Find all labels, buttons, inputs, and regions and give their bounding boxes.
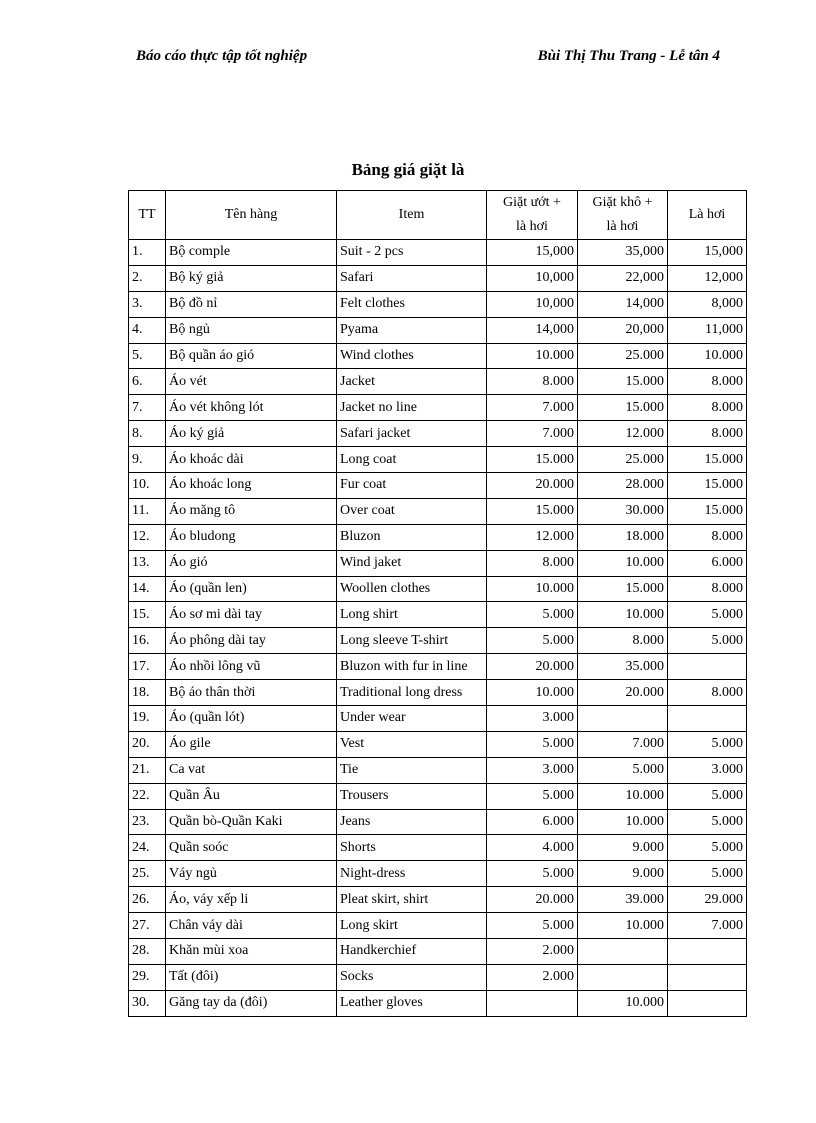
- cell-dry-price: 9.000: [578, 861, 668, 887]
- cell-item: Long sleeve T-shirt: [337, 628, 487, 654]
- cell-wet-price: 5.000: [487, 861, 578, 887]
- cell-name: Áo gile: [166, 731, 337, 757]
- cell-iron-price: [668, 654, 747, 680]
- cell-wet-price: 8.000: [487, 369, 578, 395]
- cell-name: Áo (quần lót): [166, 706, 337, 732]
- cell-wet-price: 15.000: [487, 447, 578, 473]
- cell-wet-price: 5.000: [487, 913, 578, 939]
- cell-item: Bluzon with fur in line: [337, 654, 487, 680]
- cell-iron-price: 15.000: [668, 447, 747, 473]
- cell-item: Vest: [337, 731, 487, 757]
- col-header-tt: TT: [129, 191, 166, 240]
- cell-iron-price: 8.000: [668, 680, 747, 706]
- cell-item: Bluzon: [337, 524, 487, 550]
- cell-dry-price: 25.000: [578, 343, 668, 369]
- cell-name: Ca vat: [166, 757, 337, 783]
- cell-tt: 11.: [129, 498, 166, 524]
- cell-name: Áo phông dài tay: [166, 628, 337, 654]
- table-row: [129, 447, 747, 473]
- cell-name: Áo, váy xếp li: [166, 887, 337, 913]
- cell-tt: 24.: [129, 835, 166, 861]
- cell-iron-price: [668, 939, 747, 965]
- price-table: [128, 190, 747, 1017]
- table-row: [129, 498, 747, 524]
- page-title: Bảng giá giặt là: [351, 160, 465, 179]
- cell-tt: 15.: [129, 602, 166, 628]
- cell-item: Trousers: [337, 783, 487, 809]
- cell-tt: 17.: [129, 654, 166, 680]
- cell-wet-price: 6.000: [487, 809, 578, 835]
- table-header-row: [129, 191, 747, 240]
- table-row: [129, 757, 747, 783]
- cell-wet-price: 5.000: [487, 602, 578, 628]
- table-row: [129, 317, 747, 343]
- cell-tt: 19.: [129, 706, 166, 732]
- cell-tt: 22.: [129, 783, 166, 809]
- col-header-name: Tên hàng: [166, 191, 337, 240]
- cell-iron-price: 5.000: [668, 809, 747, 835]
- cell-wet-price: 10.000: [487, 343, 578, 369]
- cell-item: Pyama: [337, 317, 487, 343]
- cell-wet-price: 12.000: [487, 524, 578, 550]
- cell-iron-price: 15,000: [668, 240, 747, 266]
- cell-wet-price: 2.000: [487, 964, 578, 990]
- cell-dry-price: 10.000: [578, 550, 668, 576]
- cell-dry-price: 10.000: [578, 809, 668, 835]
- cell-wet-price: 20.000: [487, 473, 578, 499]
- cell-tt: 20.: [129, 731, 166, 757]
- cell-wet-price: 2.000: [487, 939, 578, 965]
- cell-dry-price: 20.000: [578, 680, 668, 706]
- table-row: [129, 783, 747, 809]
- cell-wet-price: 7.000: [487, 421, 578, 447]
- cell-iron-price: [668, 990, 747, 1016]
- cell-name: Áo vét: [166, 369, 337, 395]
- cell-item: Safari: [337, 265, 487, 291]
- cell-dry-price: 15.000: [578, 576, 668, 602]
- cell-dry-price: 25.000: [578, 447, 668, 473]
- cell-iron-price: 8,000: [668, 291, 747, 317]
- table-row: [129, 706, 747, 732]
- table-row: [129, 524, 747, 550]
- cell-name: Áo măng tô: [166, 498, 337, 524]
- cell-item: Wind jaket: [337, 550, 487, 576]
- cell-item: Suit - 2 pcs: [337, 240, 487, 266]
- cell-dry-price: 18.000: [578, 524, 668, 550]
- cell-tt: 12.: [129, 524, 166, 550]
- cell-name: Quần Âu: [166, 783, 337, 809]
- cell-item: Jacket: [337, 369, 487, 395]
- cell-iron-price: 8.000: [668, 576, 747, 602]
- cell-name: Áo sơ mi dài tay: [166, 602, 337, 628]
- cell-name: Áo ký giả: [166, 421, 337, 447]
- cell-dry-price: 8.000: [578, 628, 668, 654]
- table-row: [129, 731, 747, 757]
- cell-tt: 2.: [129, 265, 166, 291]
- cell-name: Bộ ký giả: [166, 265, 337, 291]
- cell-wet-price: 15.000: [487, 498, 578, 524]
- table-row: [129, 576, 747, 602]
- cell-item: Socks: [337, 964, 487, 990]
- cell-item: Traditional long dress: [337, 680, 487, 706]
- cell-dry-price: 20,000: [578, 317, 668, 343]
- cell-wet-price: 8.000: [487, 550, 578, 576]
- cell-item: Safari jacket: [337, 421, 487, 447]
- cell-name: Khăn mùi xoa: [166, 939, 337, 965]
- cell-dry-price: 35.000: [578, 654, 668, 680]
- table-row: [129, 654, 747, 680]
- cell-dry-price: 10.000: [578, 913, 668, 939]
- cell-wet-price: 5.000: [487, 731, 578, 757]
- table-row: [129, 680, 747, 706]
- cell-iron-price: [668, 964, 747, 990]
- cell-tt: 14.: [129, 576, 166, 602]
- cell-item: Fur coat: [337, 473, 487, 499]
- cell-dry-price: 5.000: [578, 757, 668, 783]
- cell-iron-price: 6.000: [668, 550, 747, 576]
- cell-name: Chân váy dài: [166, 913, 337, 939]
- cell-item: Jeans: [337, 809, 487, 835]
- table-row: [129, 473, 747, 499]
- cell-item: Jacket no line: [337, 395, 487, 421]
- cell-name: Tất (đôi): [166, 964, 337, 990]
- cell-name: Găng tay da (đôi): [166, 990, 337, 1016]
- cell-dry-price: 15.000: [578, 395, 668, 421]
- cell-item: Over coat: [337, 498, 487, 524]
- cell-tt: 4.: [129, 317, 166, 343]
- cell-iron-price: 12,000: [668, 265, 747, 291]
- cell-dry-price: 12.000: [578, 421, 668, 447]
- col-header-wet-line2: là hơi: [516, 219, 548, 234]
- cell-name: Bộ đồ nỉ: [166, 291, 337, 317]
- header-report-title: Báo cáo thực tập tốt nghiệp: [136, 48, 308, 64]
- cell-tt: 10.: [129, 473, 166, 499]
- cell-item: Night-dress: [337, 861, 487, 887]
- cell-iron-price: [668, 706, 747, 732]
- cell-iron-price: 29.000: [668, 887, 747, 913]
- cell-wet-price: 20.000: [487, 654, 578, 680]
- table-row: [129, 602, 747, 628]
- cell-name: Bộ quần áo gió: [166, 343, 337, 369]
- cell-iron-price: 5.000: [668, 783, 747, 809]
- cell-name: Bộ ngủ: [166, 317, 337, 343]
- cell-tt: 30.: [129, 990, 166, 1016]
- cell-item: Pleat skirt, shirt: [337, 887, 487, 913]
- cell-wet-price: 3.000: [487, 757, 578, 783]
- cell-item: Long skirt: [337, 913, 487, 939]
- cell-wet-price: 5.000: [487, 783, 578, 809]
- cell-tt: 26.: [129, 887, 166, 913]
- table-row: [129, 913, 747, 939]
- cell-dry-price: [578, 964, 668, 990]
- cell-tt: 3.: [129, 291, 166, 317]
- cell-item: Shorts: [337, 835, 487, 861]
- cell-tt: 13.: [129, 550, 166, 576]
- cell-item: Wind clothes: [337, 343, 487, 369]
- cell-wet-price: 14,000: [487, 317, 578, 343]
- cell-tt: 28.: [129, 939, 166, 965]
- cell-dry-price: [578, 939, 668, 965]
- cell-dry-price: 10.000: [578, 602, 668, 628]
- table-row: [129, 240, 747, 266]
- cell-name: Áo gió: [166, 550, 337, 576]
- cell-name: Áo khoác long: [166, 473, 337, 499]
- cell-item: Under wear: [337, 706, 487, 732]
- cell-iron-price: 8.000: [668, 421, 747, 447]
- table-row: [129, 395, 747, 421]
- cell-item: Long coat: [337, 447, 487, 473]
- col-header-dry-line2: là hơi: [606, 219, 639, 234]
- cell-wet-price: 3.000: [487, 706, 578, 732]
- cell-wet-price: 15,000: [487, 240, 578, 266]
- table-row: [129, 939, 747, 965]
- cell-wet-price: 10.000: [487, 576, 578, 602]
- cell-item: Long shirt: [337, 602, 487, 628]
- cell-dry-price: 7.000: [578, 731, 668, 757]
- cell-dry-price: 15.000: [578, 369, 668, 395]
- cell-iron-price: 5.000: [668, 835, 747, 861]
- cell-tt: 29.: [129, 964, 166, 990]
- cell-tt: 16.: [129, 628, 166, 654]
- cell-dry-price: 14,000: [578, 291, 668, 317]
- cell-name: Bộ comple: [166, 240, 337, 266]
- cell-wet-price: 5.000: [487, 628, 578, 654]
- cell-dry-price: 28.000: [578, 473, 668, 499]
- table-row: [129, 887, 747, 913]
- table-row: [129, 835, 747, 861]
- col-header-iron: Là hơi: [668, 191, 747, 240]
- table-row: [129, 343, 747, 369]
- cell-wet-price: 20.000: [487, 887, 578, 913]
- cell-name: Áo khoác dài: [166, 447, 337, 473]
- cell-iron-price: 3.000: [668, 757, 747, 783]
- col-header-dry: [578, 191, 668, 240]
- cell-iron-price: 15.000: [668, 498, 747, 524]
- cell-dry-price: 10.000: [578, 990, 668, 1016]
- cell-iron-price: 15.000: [668, 473, 747, 499]
- table-row: [129, 421, 747, 447]
- cell-tt: 1.: [129, 240, 166, 266]
- cell-tt: 21.: [129, 757, 166, 783]
- cell-tt: 5.: [129, 343, 166, 369]
- cell-tt: 8.: [129, 421, 166, 447]
- cell-name: Áo (quần len): [166, 576, 337, 602]
- cell-name: Áo nhồi lông vũ: [166, 654, 337, 680]
- cell-wet-price: 7.000: [487, 395, 578, 421]
- cell-tt: 9.: [129, 447, 166, 473]
- cell-name: Quần bò-Quần Kaki: [166, 809, 337, 835]
- table-row: [129, 964, 747, 990]
- cell-wet-price: 10.000: [487, 680, 578, 706]
- cell-dry-price: 35,000: [578, 240, 668, 266]
- col-header-dry-line1: Giặt khô +: [592, 195, 653, 210]
- cell-dry-price: [578, 706, 668, 732]
- table-body: [129, 240, 747, 1017]
- cell-wet-price: 4.000: [487, 835, 578, 861]
- cell-iron-price: 5.000: [668, 861, 747, 887]
- col-header-item: Item: [337, 191, 487, 240]
- cell-tt: 23.: [129, 809, 166, 835]
- cell-name: Áo vét không lót: [166, 395, 337, 421]
- cell-tt: 25.: [129, 861, 166, 887]
- cell-wet-price: [487, 990, 578, 1016]
- cell-tt: 18.: [129, 680, 166, 706]
- cell-iron-price: 11,000: [668, 317, 747, 343]
- cell-name: Áo bludong: [166, 524, 337, 550]
- table-row: [129, 861, 747, 887]
- table-row: [129, 265, 747, 291]
- cell-dry-price: 39.000: [578, 887, 668, 913]
- table-row: [129, 550, 747, 576]
- table-row: [129, 291, 747, 317]
- cell-iron-price: 5.000: [668, 731, 747, 757]
- cell-wet-price: 10,000: [487, 265, 578, 291]
- cell-item: Handkerchief: [337, 939, 487, 965]
- cell-dry-price: 9.000: [578, 835, 668, 861]
- table-row: [129, 990, 747, 1016]
- cell-item: Woollen clothes: [337, 576, 487, 602]
- cell-name: Quần soóc: [166, 835, 337, 861]
- col-header-wet: [487, 191, 578, 240]
- cell-item: Leather gloves: [337, 990, 487, 1016]
- cell-iron-price: 7.000: [668, 913, 747, 939]
- cell-iron-price: 8.000: [668, 369, 747, 395]
- cell-iron-price: 5.000: [668, 602, 747, 628]
- cell-iron-price: 8.000: [668, 524, 747, 550]
- cell-name: Bộ áo thân thời: [166, 680, 337, 706]
- cell-name: Váy ngủ: [166, 861, 337, 887]
- cell-dry-price: 30.000: [578, 498, 668, 524]
- cell-iron-price: 5.000: [668, 628, 747, 654]
- cell-tt: 27.: [129, 913, 166, 939]
- cell-item: Tie: [337, 757, 487, 783]
- header-author: Bùi Thị Thu Trang - Lễ tân 4: [537, 48, 720, 64]
- cell-iron-price: 8.000: [668, 395, 747, 421]
- col-header-wet-line1: Giặt ướt +: [503, 195, 561, 210]
- cell-dry-price: 22,000: [578, 265, 668, 291]
- cell-iron-price: 10.000: [668, 343, 747, 369]
- cell-tt: 6.: [129, 369, 166, 395]
- cell-wet-price: 10,000: [487, 291, 578, 317]
- cell-dry-price: 10.000: [578, 783, 668, 809]
- cell-tt: 7.: [129, 395, 166, 421]
- table-row: [129, 809, 747, 835]
- cell-item: Felt clothes: [337, 291, 487, 317]
- table-row: [129, 369, 747, 395]
- table-row: [129, 628, 747, 654]
